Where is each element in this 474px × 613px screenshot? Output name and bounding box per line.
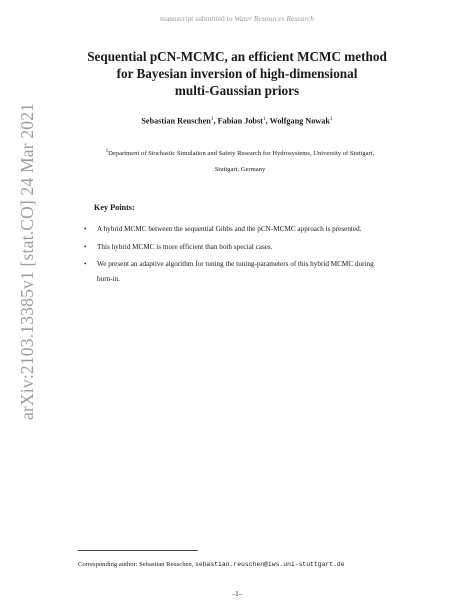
key-point-text: We present an adaptive algorithm for tuning the tuning-parameters of this hybrid MCMC during burn-in. xyxy=(97,260,374,283)
key-point-text: A hybrid MCMC between the sequential Gibbs and the pCN-MCMC approach is presented. xyxy=(97,225,362,233)
footnote-divider xyxy=(78,550,198,551)
author-name: Sebastian Reuschen xyxy=(141,116,211,126)
key-points-list xyxy=(84,222,384,289)
key-points-heading: Key Points: xyxy=(94,203,135,212)
author-separator: , xyxy=(265,116,270,126)
author-email[interactable]: sebastian.reuschen@iws.uni-stuttgart.de xyxy=(195,561,345,568)
page-number: –1– xyxy=(231,591,243,598)
author-name: Fabian Jobst xyxy=(217,116,263,126)
journal-name: Water Resources Research xyxy=(234,14,314,23)
key-point-text: This hybrid MCMC is more efficient than both special cases. xyxy=(97,242,273,251)
affiliation-mark: 1 xyxy=(105,149,109,154)
author-affil-mark: 1 xyxy=(329,116,333,122)
list-item xyxy=(84,240,384,255)
title-line-3: multi-Gaussian priors xyxy=(174,83,300,98)
list-item xyxy=(84,222,384,237)
author-name: Wolfgang Nowak xyxy=(269,116,330,126)
header-prefix: manuscript submitted to xyxy=(160,14,235,23)
corresponding-author-note xyxy=(78,561,418,568)
arxiv-stamp: arXiv:2103.13385v1 [stat.CO] 24 Mar 2021 xyxy=(17,102,37,420)
affiliation-text: Department of Stochastic Simulation and Safety Research for Hydrosystems, University of Stuttgart, xyxy=(108,150,375,158)
affiliation-line-2: Stuttgart, Germany xyxy=(214,166,266,174)
manuscript-header xyxy=(0,14,474,23)
paper-title xyxy=(60,48,414,99)
author-list xyxy=(0,116,474,126)
author-affil-mark: 1 xyxy=(210,116,214,122)
list-item xyxy=(84,257,384,286)
author-affil-mark: 1 xyxy=(262,116,266,122)
affiliation-line-1 xyxy=(70,144,410,162)
bullet-glyph: • xyxy=(84,225,87,233)
footnote-label: Corresponding author: Sebastian Reuschen, xyxy=(78,561,196,568)
title-line-1: Sequential pCN-MCMC, an efficient MCMC method xyxy=(87,49,387,64)
bullet-glyph: • xyxy=(84,260,87,268)
bullet-glyph: • xyxy=(84,242,87,251)
affiliation xyxy=(70,144,410,178)
title-line-2: for Bayesian inversion of high-dimensional xyxy=(116,66,358,81)
author-separator: , xyxy=(213,116,218,126)
